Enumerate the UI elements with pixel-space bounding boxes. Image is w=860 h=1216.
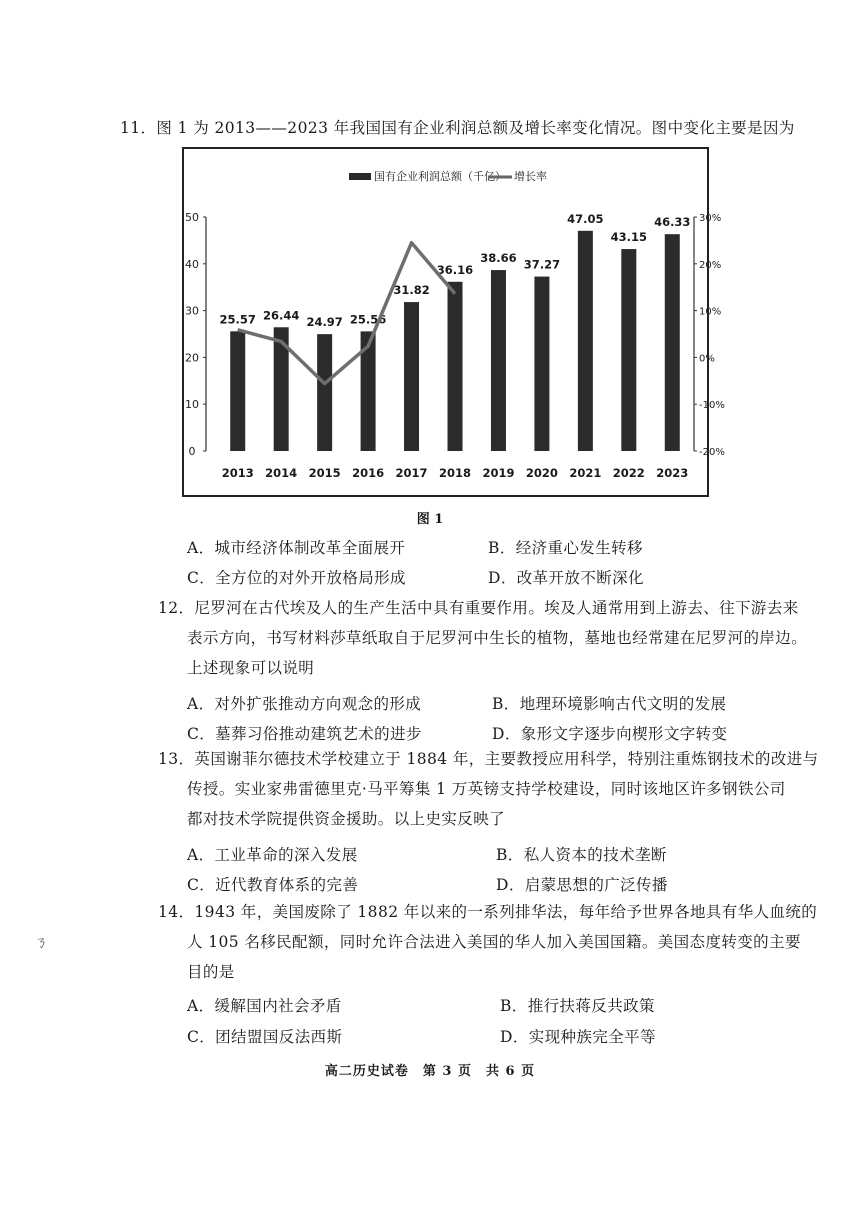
q13-option-d: D．启蒙思想的广泛传播 [496, 876, 668, 894]
q12-stem-line-1: 12．尼罗河在古代埃及人的生产生活中具有重要作用。埃及人通常用到上游去、往下游去来 [158, 599, 799, 617]
legend-line-label: 增长率 [514, 170, 547, 183]
q14-stem-line-2: 人 105 名移民配额，同时允许合法进入美国的华人加入美国国籍。美国态度转变的主要 [187, 933, 801, 951]
q12-option-d: D．象形文字逐步向楔形文字转变 [492, 725, 728, 743]
q12-option-b: B．地理环境影响古代文明的发展 [492, 695, 727, 713]
bar-value-label: 46.33 [654, 215, 691, 230]
chart-svg [184, 149, 725, 495]
q12-stem-line-3: 上述现象可以说明 [187, 659, 315, 677]
bar-value-label: 25.57 [219, 312, 256, 327]
bar-2023 [665, 234, 680, 451]
q13-stem-line-3: 都对技术学院提供资金援助。以上史实反映了 [187, 810, 506, 828]
right-axis-tick-label: -10% [699, 400, 725, 412]
x-tick-label: 2014 [265, 466, 298, 480]
left-axis-tick-label: 30 [185, 304, 199, 318]
x-tick-label: 2019 [482, 466, 515, 480]
left-axis-tick-label: 40 [185, 257, 199, 271]
q11-chart [182, 147, 725, 497]
q14-option-b: B．推行扶蒋反共政策 [500, 997, 655, 1015]
x-tick-label: 2013 [221, 466, 254, 480]
bar-value-label: 37.27 [523, 257, 561, 272]
left-axis-tick-label: 50 [185, 211, 199, 224]
x-tick-label: 2015 [308, 466, 341, 480]
legend-bar-swatch [349, 173, 371, 180]
left-axis-tick-label: 10 [185, 398, 199, 412]
x-tick-label: 2023 [656, 466, 689, 480]
bar-2020 [534, 277, 549, 451]
right-axis-tick-label: 0% [699, 353, 715, 365]
q11-option-d: D．改革开放不断深化 [488, 569, 644, 587]
bar-2015 [317, 334, 332, 451]
bar-value-label: 26.44 [262, 308, 300, 323]
legend-bar-label: 国有企业利润总额（千亿） [374, 170, 506, 183]
bar-value-label: 24.97 [306, 315, 343, 330]
bar-value-label: 38.66 [480, 251, 517, 266]
margin-mark: ㄋ [34, 935, 48, 951]
bar-2017 [404, 302, 419, 451]
q13-option-b: B．私人资本的技术垄断 [496, 846, 667, 864]
q12-stem-line-2: 表示方向，书写材料莎草纸取自于尼罗河中生长的植物，墓地也经常建在尼罗河的岸边。 [187, 629, 808, 647]
bar-2018 [448, 282, 463, 451]
q11-option-a: A．城市经济体制改革全面展开 [187, 539, 406, 557]
x-tick-label: 2022 [612, 466, 645, 480]
q14-option-c: C．团结盟国反法西斯 [187, 1028, 343, 1046]
bar-2013 [230, 331, 245, 451]
right-axis-tick-label: 30% [699, 213, 722, 224]
q14-stem-line-3: 目的是 [187, 963, 235, 981]
bar-value-label: 31.82 [393, 283, 430, 298]
x-tick-label: 2021 [569, 466, 602, 480]
q12-option-c: C．墓葬习俗推动建筑艺术的进步 [187, 725, 422, 743]
q13-stem-line-2: 传授。实业家弗雷德里克·马平筹集 1 万英镑支持学校建设，同时该地区许多钢铁公司 [187, 780, 786, 798]
bar-2019 [491, 270, 506, 451]
figure-label: 图 1 [416, 512, 444, 527]
bar-value-label: 47.05 [567, 211, 604, 226]
bar-value-label: 36.16 [436, 262, 474, 277]
q14-stem-line-1: 14．1943 年，美国废除了 1882 年以来的一系列排华法，每年给予世界各地具有华人血统的 [158, 903, 818, 921]
page-footer: 高二历史试卷 第 3 页 共 6 页 [324, 1064, 536, 1079]
bar-value-label: 25.56 [349, 312, 387, 327]
q13-option-a: A．工业革命的深入发展 [187, 846, 358, 864]
left-axis-tick-label: 0 [188, 445, 196, 458]
q11-option-b: B．经济重心发生转移 [488, 539, 643, 557]
x-tick-label: 2020 [525, 466, 558, 480]
x-tick-label: 2016 [352, 466, 385, 480]
q13-option-c: C．近代教育体系的完善 [187, 876, 359, 894]
right-axis-tick-label: -20% [699, 447, 725, 458]
right-axis-tick-label: 10% [699, 306, 722, 318]
q11-option-c: C．全方位的对外开放格局形成 [187, 569, 406, 587]
q14-option-d: D．实现种族完全平等 [500, 1028, 656, 1046]
bar-value-label: 43.15 [610, 230, 648, 245]
x-tick-label: 2018 [438, 466, 472, 480]
bar-2021 [578, 231, 593, 451]
x-tick-label: 2017 [395, 466, 428, 480]
q14-option-a: A．缓解国内社会矛盾 [187, 997, 342, 1015]
q13-stem-line-1: 13．英国谢菲尔德技术学校建立于 1884 年，主要教授应用科学，特别注重炼钢技术的改进与 [158, 750, 819, 768]
q11-stem: 11．图 1 为 2013——2023 年我国国有企业利润总额及增长率变化情况。图中变化主要是因为 [120, 119, 795, 137]
bar-2022 [621, 249, 636, 451]
left-axis-tick-label: 20 [185, 351, 199, 365]
q12-option-a: A．对外扩张推动方向观念的形成 [187, 695, 422, 713]
right-axis-tick-label: 20% [699, 259, 722, 271]
